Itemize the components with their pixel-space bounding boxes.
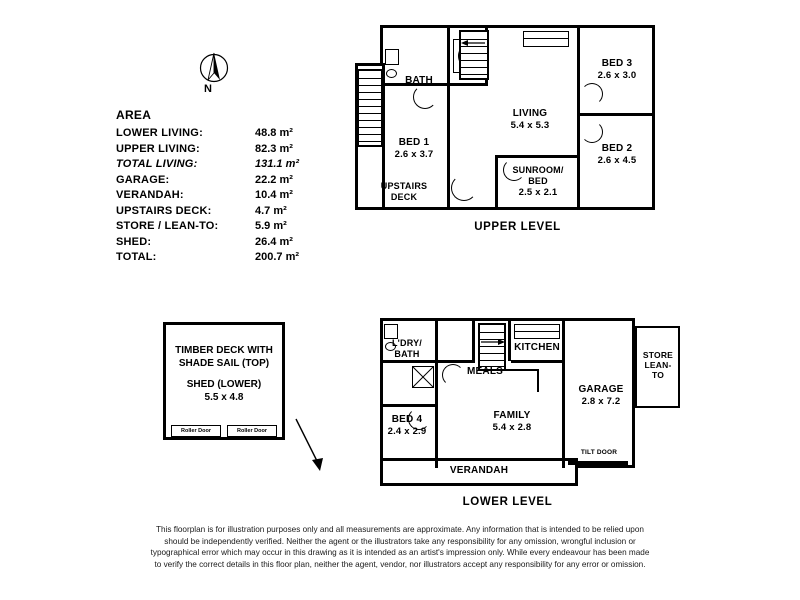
disclaimer-line-2: should be independently verified. Neither the agent or the illustrators take any responsibility for any omission, wrongful inclusion or [164,536,636,546]
area-row-upper-living: UPPER LIVING: 82.3 m² [116,142,293,155]
disclaimer-text [0,524,800,570]
room-label-verandah: VERANDAH [449,465,509,476]
kitchen-bench-line [514,331,560,332]
wall-seg-2 [447,28,450,210]
room-label-bed3: BED 3 2.6 x 3.0 [597,58,637,81]
shed-labels: TIMBER DECK WITH SHADE SAIL (TOP) SHED (LOWER) 5.5 x 4.8 [175,345,273,403]
compass-north-label: N [204,83,213,95]
shed-plan [163,322,285,440]
room-label-garage: GARAGE 2.8 x 7.2 [578,384,624,407]
room-label-sunroom: SUNROOM/ BED 2.5 x 2.1 [512,165,564,198]
roller-door-right: Roller Door [227,425,277,437]
door-arc-4 [581,83,603,105]
lower-level-title: LOWER LEVEL [462,496,553,508]
room-label-meals: MEALS [467,366,503,377]
upper-external-stair [357,69,383,147]
room-label-bed1: BED 1 2.6 x 3.7 [394,137,434,160]
area-row-verandah: VERANDAH: 10.4 m² [116,189,293,201]
lower-stair-direction-arrow-icon [478,336,506,348]
room-label-bed2: BED 2 2.6 x 4.5 [597,143,637,166]
shower-fixture-icon [385,49,399,65]
lwall-6 [508,321,511,361]
spacer [455,31,456,32]
wall-seg-4 [450,83,488,86]
stair-direction-arrow-icon [459,37,489,49]
lwall-1 [380,360,438,363]
area-row-total: TOTAL: 200.7 m² [116,251,300,263]
door-arc-3 [581,121,603,143]
wall-seg-6 [577,113,655,116]
area-row-upstairs-deck: UPSTAIRS DECK: 4.7 m² [116,204,287,217]
tilt-door-label: TILT DOOR [580,449,618,456]
laundry-trough-icon [384,324,398,339]
area-schedule-title: AREA [116,108,152,122]
area-row-store-lean-to: STORE / LEAN-TO: 5.9 m² [116,220,287,232]
room-label-store-lean-to: STORE LEAN- TO [642,350,674,380]
area-schedule [116,108,321,266]
lwall-3 [472,321,475,363]
disclaimer-line-4: to verify the correct details in this floor plan, neither the agent, vendor, nor illustrators accept any responsibility for any error or omission. [154,559,646,569]
area-row-garage: GARAGE: 22.2 m² [116,173,293,186]
room-label-bed4: BED 4 2.4 x 2.9 [387,414,427,437]
room-label-laundry-bath: L'DRY/ BATH [391,338,422,359]
disclaimer-line-1: This floorplan is for illustration purposes only and all measurements are approximate. Any information that is intended to be relied upon [156,525,644,534]
lwall-8 [511,360,563,363]
roller-door-left: Roller Door [171,425,221,437]
door-arc-1 [413,85,437,109]
room-label-kitchen: KITCHEN [514,342,560,353]
area-row-lower-living: LOWER LIVING: 48.8 m² [116,127,293,139]
door-arc-2 [451,175,477,201]
upper-level-floorplan [355,25,655,240]
compass [196,50,240,104]
lower-level-floorplan [372,318,682,513]
shower-cross-icon [412,366,434,388]
lwall-5 [380,404,438,407]
room-label-living: LIVING 5.4 x 5.3 [510,108,550,131]
compass-needle-icon [196,50,232,86]
upper-bench-line [523,38,569,39]
area-row-total-living: TOTAL LIVING: 131.1 m² [116,158,300,170]
area-row-shed: SHED: 26.4 m² [116,235,293,248]
upper-level-title: UPPER LEVEL [474,221,561,233]
room-label-family: FAMILY 5.4 x 2.8 [492,410,532,433]
room-label-upstairs-deck: UPSTAIRS DECK [380,181,428,202]
lwall-4 [438,360,475,363]
disclaimer-line-3: typographical error which may occur in this drawing as it is intended as an artist's impression only. While every endeavour has been made [150,548,650,558]
room-label-bath: BATH [405,75,433,86]
wall-seg-7 [495,155,580,158]
direction-arrow-icon [292,415,332,475]
